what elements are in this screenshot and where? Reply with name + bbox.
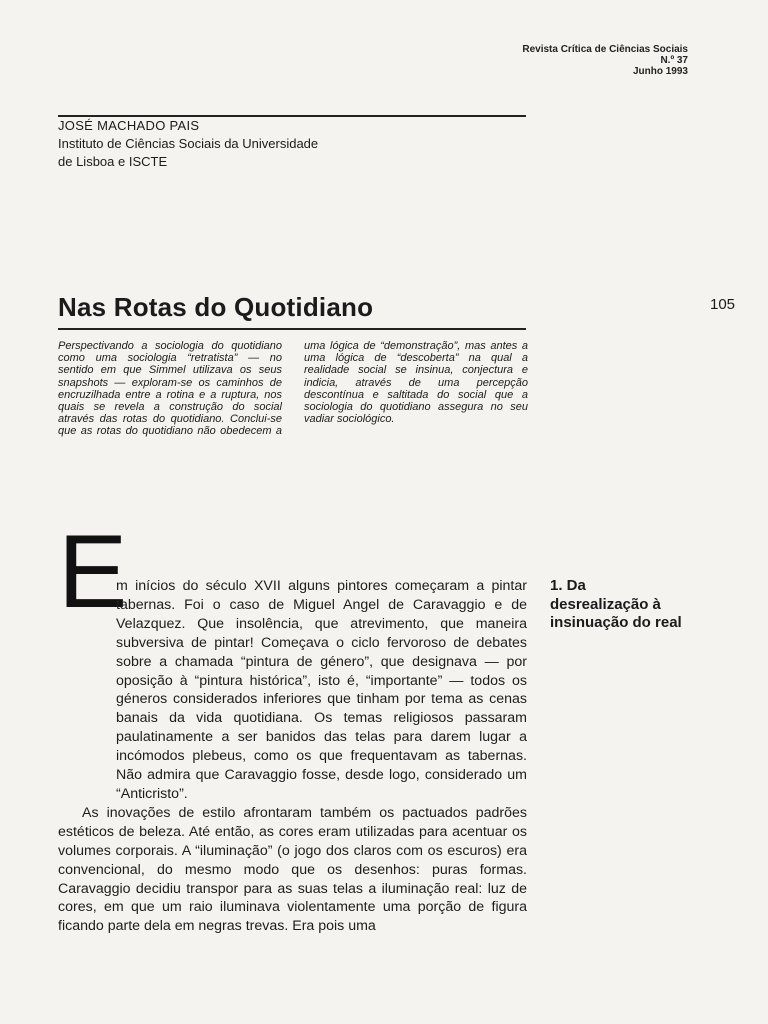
- author-affiliation-line2: de Lisboa e ISCTE: [58, 154, 168, 169]
- drop-cap: E: [58, 514, 128, 630]
- abstract: Perspectivando a sociologia do quotidiano como uma sociologia “retratista” — no sentido em que Simmel utilizava os seus snapshots — exploram-se os caminhos de encruzilhada entre a rotina e a ruptura, nos quais se revela a construção do social através das rotas do quotidiano. Conclui-se que as rotas do quotidiano não obedecem a uma lógica de “demonstração”, mas antes a uma lógica de “descoberta” na qual a realidade social se insinua, conjectura e indicia, através de uma percepção descontínua e saltitada do social que a sociologia do quotidiano assegura no seu vadiar sociológico.: [58, 340, 528, 438]
- page-number: 105: [710, 296, 736, 313]
- paragraph-1: m inícios do século XVII alguns pintores começaram a pintar tabernas. Foi o caso de Miguel Angel de Caravaggio e de Velazquez. Que insolência, que atrevimento, que maneira subversiva de pintar! Começava o ciclo fervoroso de debates sobre a chamada “pintura de género”, que designava — por oposição à “pintura histórica”, isto é, “importante” — todos os géneros considerados inferiores que tinham por tema as cenas banais da vida quotidiana. Os temas religiosos passaram paulatinamente a ser banidos das telas para darem lugar a incómodos plebeus, como os que frequentavam as tabernas. Não admira que Caravaggio fosse, desde logo, considerado um “Anticristo”.: [116, 578, 527, 802]
- journal-issue: N.º 37: [660, 55, 688, 66]
- author-block: [58, 117, 318, 171]
- journal-name: Revista Crítica de Ciências Sociais: [522, 44, 688, 55]
- title-rule: [58, 328, 526, 330]
- section-heading: 1. Da desrealização à insinuação do real: [550, 577, 682, 631]
- author-affiliation-line1: Instituto de Ciências Sociais da Universidade: [58, 136, 319, 151]
- body-text: [58, 577, 527, 936]
- article-title: Nas Rotas do Quotidiano: [58, 292, 374, 322]
- author-name: JOSÉ MACHADO PAIS: [58, 118, 200, 133]
- paragraph-2: As inovações de estilo afrontaram também os pactuados padrões estéticos de beleza. Até então, as cores eram utilizadas para acentuar os volumes corporais. A “iluminação” (o jogo dos claros com os escuros) era convencional, do mesmo modo que os desenhos: puras formas. Caravaggio decidiu transpor para as suas telas a iluminação real: luz de cores, em que um raio iluminava violentamente uma porção de figura ficando parte dela em negras trevas. Era pois uma: [58, 804, 527, 935]
- journal-header: [522, 44, 688, 77]
- journal-date: Junho 1993: [632, 66, 688, 77]
